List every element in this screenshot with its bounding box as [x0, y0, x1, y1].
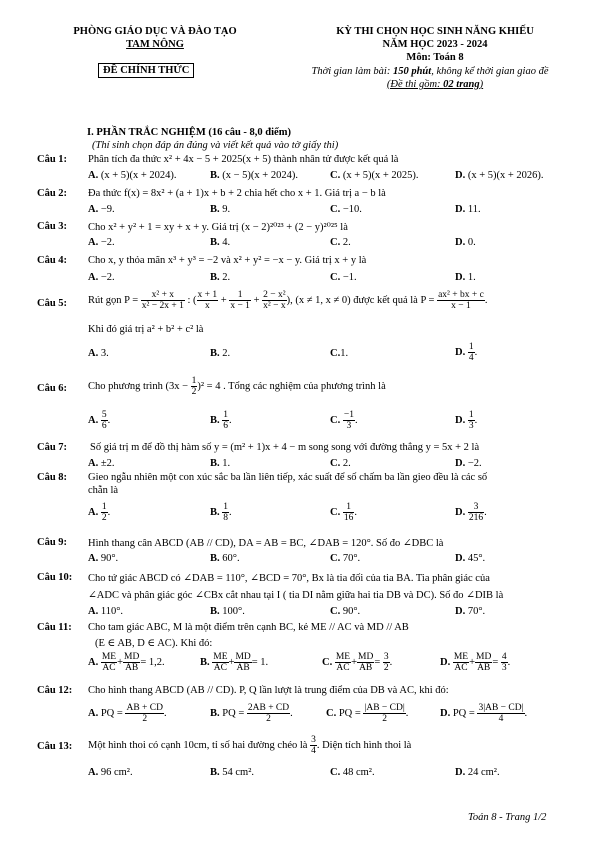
q8-option-c: C. $\frac{1}{16}$ . [330, 502, 357, 523]
page-footer: Toán 8 - Trang 1/2 [468, 812, 547, 823]
q6-text: Cho phương trình (3x − $\frac{1}{2}$ )² = 4 . Tổng các nghiệm của phương trình là [88, 376, 386, 398]
q4-option-c: C. −1. [330, 272, 357, 283]
q7-text: Số giá trị m để đồ thị hàm số y = (m² + 1)x + 4 − m song song với đường thẳng y = 5x + 2 là [90, 442, 480, 453]
q4-text: Cho x, y thỏa mãn x³ + y³ = −2 và x² + y² = −x − y. Giá trị x + y là [88, 255, 367, 266]
q3-label: Câu 3: [37, 221, 68, 232]
q9-option-d: D. 45°. [455, 553, 486, 564]
district-name: TAM NÔNG [126, 39, 184, 50]
q3-option-a: A. −2. [88, 237, 115, 248]
q13-option-c: C. 48 cm². [330, 767, 375, 778]
q2-option-b: B. 9. [210, 204, 231, 215]
q6-option-b: B. $\frac{1}{6}$ . [210, 410, 232, 431]
q4-label: Câu 4: [37, 255, 68, 266]
q12-option-a: A. PQ = $\frac{AB + CD}{2}$ . [88, 703, 167, 724]
q10-option-d: D. 70°. [455, 606, 486, 617]
exam-title: KỲ THI CHỌN HỌC SINH NĂNG KHIẾU [336, 26, 534, 37]
q13-label: Câu 13: [37, 741, 73, 752]
q9-option-c: C. 70°. [330, 553, 361, 564]
q7-label: Câu 7: [37, 442, 68, 453]
q7-option-d: D. −2. [455, 458, 482, 469]
q10-text: Cho tứ giác ABCD có ∠DAB = 110°, ∠BCD = 70°, Bx là tia đối của tia BA. Tia phân giác của [88, 573, 490, 584]
q11-option-b: B. $\frac{ME}{AC}$ + $\frac{MD}{AB}$ = 1. [200, 652, 269, 673]
q2-label: Câu 2: [37, 188, 68, 199]
q13-text: Một hình thoi có cạnh 10cm, tỉ số hai đường chéo là $\frac{3}{4}$ . Diện tích hình thoi là [88, 735, 412, 757]
q5-option-b: B. 2. [210, 348, 231, 359]
q6-option-a: A. $\frac{5}{6}$ . [88, 410, 111, 431]
q3-option-d: D. 0. [455, 237, 476, 248]
q6-option-c: C. $\frac{-1}{3}$ . [330, 410, 358, 431]
q5-option-c: C.1. [330, 348, 349, 359]
q10-text-line2: ∠ADC và phân giác góc ∠CBx cắt nhau tại I ( tia DI nằm giữa hai tia DB và DC). Số đo ∠DIB là [88, 590, 504, 601]
q3-text: Cho x² + y² + 1 = xy + x + y. Giá trị (x − 2)²⁰²³ + (2 − y)²⁰²⁵ là [88, 222, 348, 233]
q8-option-d: D. $\frac{3}{216}$ . [455, 502, 487, 523]
q1-label: Câu 1: [37, 154, 68, 165]
q8-text-line2: chẵn là [88, 485, 119, 496]
q10-option-b: B. 100°. [210, 606, 245, 617]
q10-option-c: C. 90°. [330, 606, 361, 617]
q5-option-a: A. 3. [88, 348, 109, 359]
time-allowed: Thời gian làm bài: 150 phút, không kể thời gian giao đề [311, 66, 549, 77]
q2-text: Đa thức f(x) = 8x² + (a + 1)x + b + 2 chia hết cho x + 1. Giá trị a − b là [88, 188, 386, 199]
q9-option-b: B. 60°. [210, 553, 240, 564]
q13-option-d: D. 24 cm². [455, 767, 500, 778]
q1-option-b: B. (x − 5)(x + 2024). [210, 170, 298, 181]
q3-option-b: B. 4. [210, 237, 231, 248]
q11-option-d: D. $\frac{ME}{AC}$ + $\frac{MD}{AB}$ = $\frac{4}{3}$ . [440, 652, 511, 673]
q11-option-c: C. $\frac{ME}{AC}$ + $\frac{MD}{AB}$ = $\frac{3}{2}$ . [322, 652, 393, 673]
q13-option-b: B. 54 cm². [210, 767, 254, 778]
q11-label: Câu 11: [37, 622, 72, 633]
q7-option-c: C. 2. [330, 458, 351, 469]
q5-line2: Khi đó giá trị a² + b² + c² là [88, 324, 204, 335]
q6-option-d: D. $\frac{1}{3}$ . [455, 410, 478, 431]
q12-option-b: B. PQ = $\frac{2AB + CD}{2}$ . [210, 703, 293, 724]
page-count: (Đề thi gồm: 02 trang) [386, 79, 484, 90]
q9-text: Hình thang cân ABCD (AB // CD), DA = AB = BC, ∠DAB = 120°. Số đo ∠DBC là [88, 538, 444, 549]
q11-option-a: A. $\frac{ME}{AC}$ + $\frac{MD}{AB}$ = 1,2. [88, 652, 165, 673]
q1-text: Phân tích đa thức x² + 4x − 5 + 2025(x + 5) thành nhân tử được kết quả là [88, 154, 399, 165]
q8-text: Gieo ngẫu nhiên một con xúc sắc ba lần liên tiếp, xác suất để số chấm ba lần gieo đều là các số [88, 472, 488, 483]
q6-label: Câu 6: [37, 383, 68, 394]
q9-label: Câu 9: [37, 537, 68, 548]
q5-label: Câu 5: [37, 298, 68, 309]
q13-option-a: A. 96 cm². [88, 767, 133, 778]
q7-option-b: B. 1. [210, 458, 231, 469]
q12-option-c: C. PQ = $\frac{|AB - CD|}{2}$ . [326, 703, 409, 724]
q2-option-a: A. −9. [88, 204, 115, 215]
q4-option-a: A. −2. [88, 272, 115, 283]
q3-option-c: C. 2. [330, 237, 351, 248]
q1-option-c: C. (x + 5)(x + 2025). [330, 170, 419, 181]
q11-text: Cho tam giác ABC, M là một điểm trên cạnh BC, kẻ ME // AC và MD // AB [88, 622, 409, 633]
official-stamp: ĐỀ CHÍNH THỨC [98, 63, 194, 78]
q9-option-a: A. 90°. [88, 553, 119, 564]
q12-label: Câu 12: [37, 685, 73, 696]
q10-option-a: A. 110°. [88, 606, 124, 617]
q1-option-a: A. (x + 5)(x + 2024). [88, 170, 177, 181]
q8-label: Câu 8: [37, 472, 68, 483]
q8-option-a: A. $\frac{1}{2}$ . [88, 502, 111, 523]
q5-option-d: D. $\frac{1}{4}$ . [455, 342, 478, 363]
q2-option-c: C. −10. [330, 204, 362, 215]
q5-expression: Rút gọn P = $\frac{\text{x² + x}}{\text{x² − 2x + 1}}$ : ( $\frac{x + 1}{x}$ + $\frac{1}{x - 1}$ + $\frac{\text{2 − x²}}{\text{x² − x}}$ ), (x ≠ 1, x ≠ 0) được kết quả là P = $\frac{\text{ax² + bx + c}}{x - 1}$ . [88, 290, 488, 312]
section-title: I. PHẦN TRẮC NGHIỆM (16 câu - 8,0 điểm) [87, 127, 291, 138]
q12-text: Cho hình thang ABCD (AB // CD). P, Q lần lượt là trung điểm của DB và AC, khi đó: [88, 685, 449, 696]
q10-label: Câu 10: [37, 572, 73, 583]
q4-option-d: D. 1. [455, 272, 476, 283]
subject: Môn: Toán 8 [406, 52, 464, 63]
q12-option-d: D. PQ = $\frac{3|AB - CD|}{4}$ . [440, 703, 528, 724]
school-year: NĂM HỌC 2023 - 2024 [382, 39, 488, 50]
q4-option-b: B. 2. [210, 272, 231, 283]
q2-option-d: D. 11. [455, 204, 481, 215]
section-note: (Thí sinh chọn đáp án đúng và viết kết quả vào tờ giấy thi) [92, 140, 339, 151]
q8-option-b: B. $\frac{1}{8}$ . [210, 502, 232, 523]
q7-option-a: A. ±2. [88, 458, 115, 469]
q11-text-line2: (E ∈ AB, D ∈ AC). Khi đó: [95, 638, 213, 649]
q1-option-d: D. (x + 5)(x + 2026). [455, 170, 544, 181]
department-name: PHÒNG GIÁO DỤC VÀ ĐÀO TẠO [73, 26, 237, 37]
